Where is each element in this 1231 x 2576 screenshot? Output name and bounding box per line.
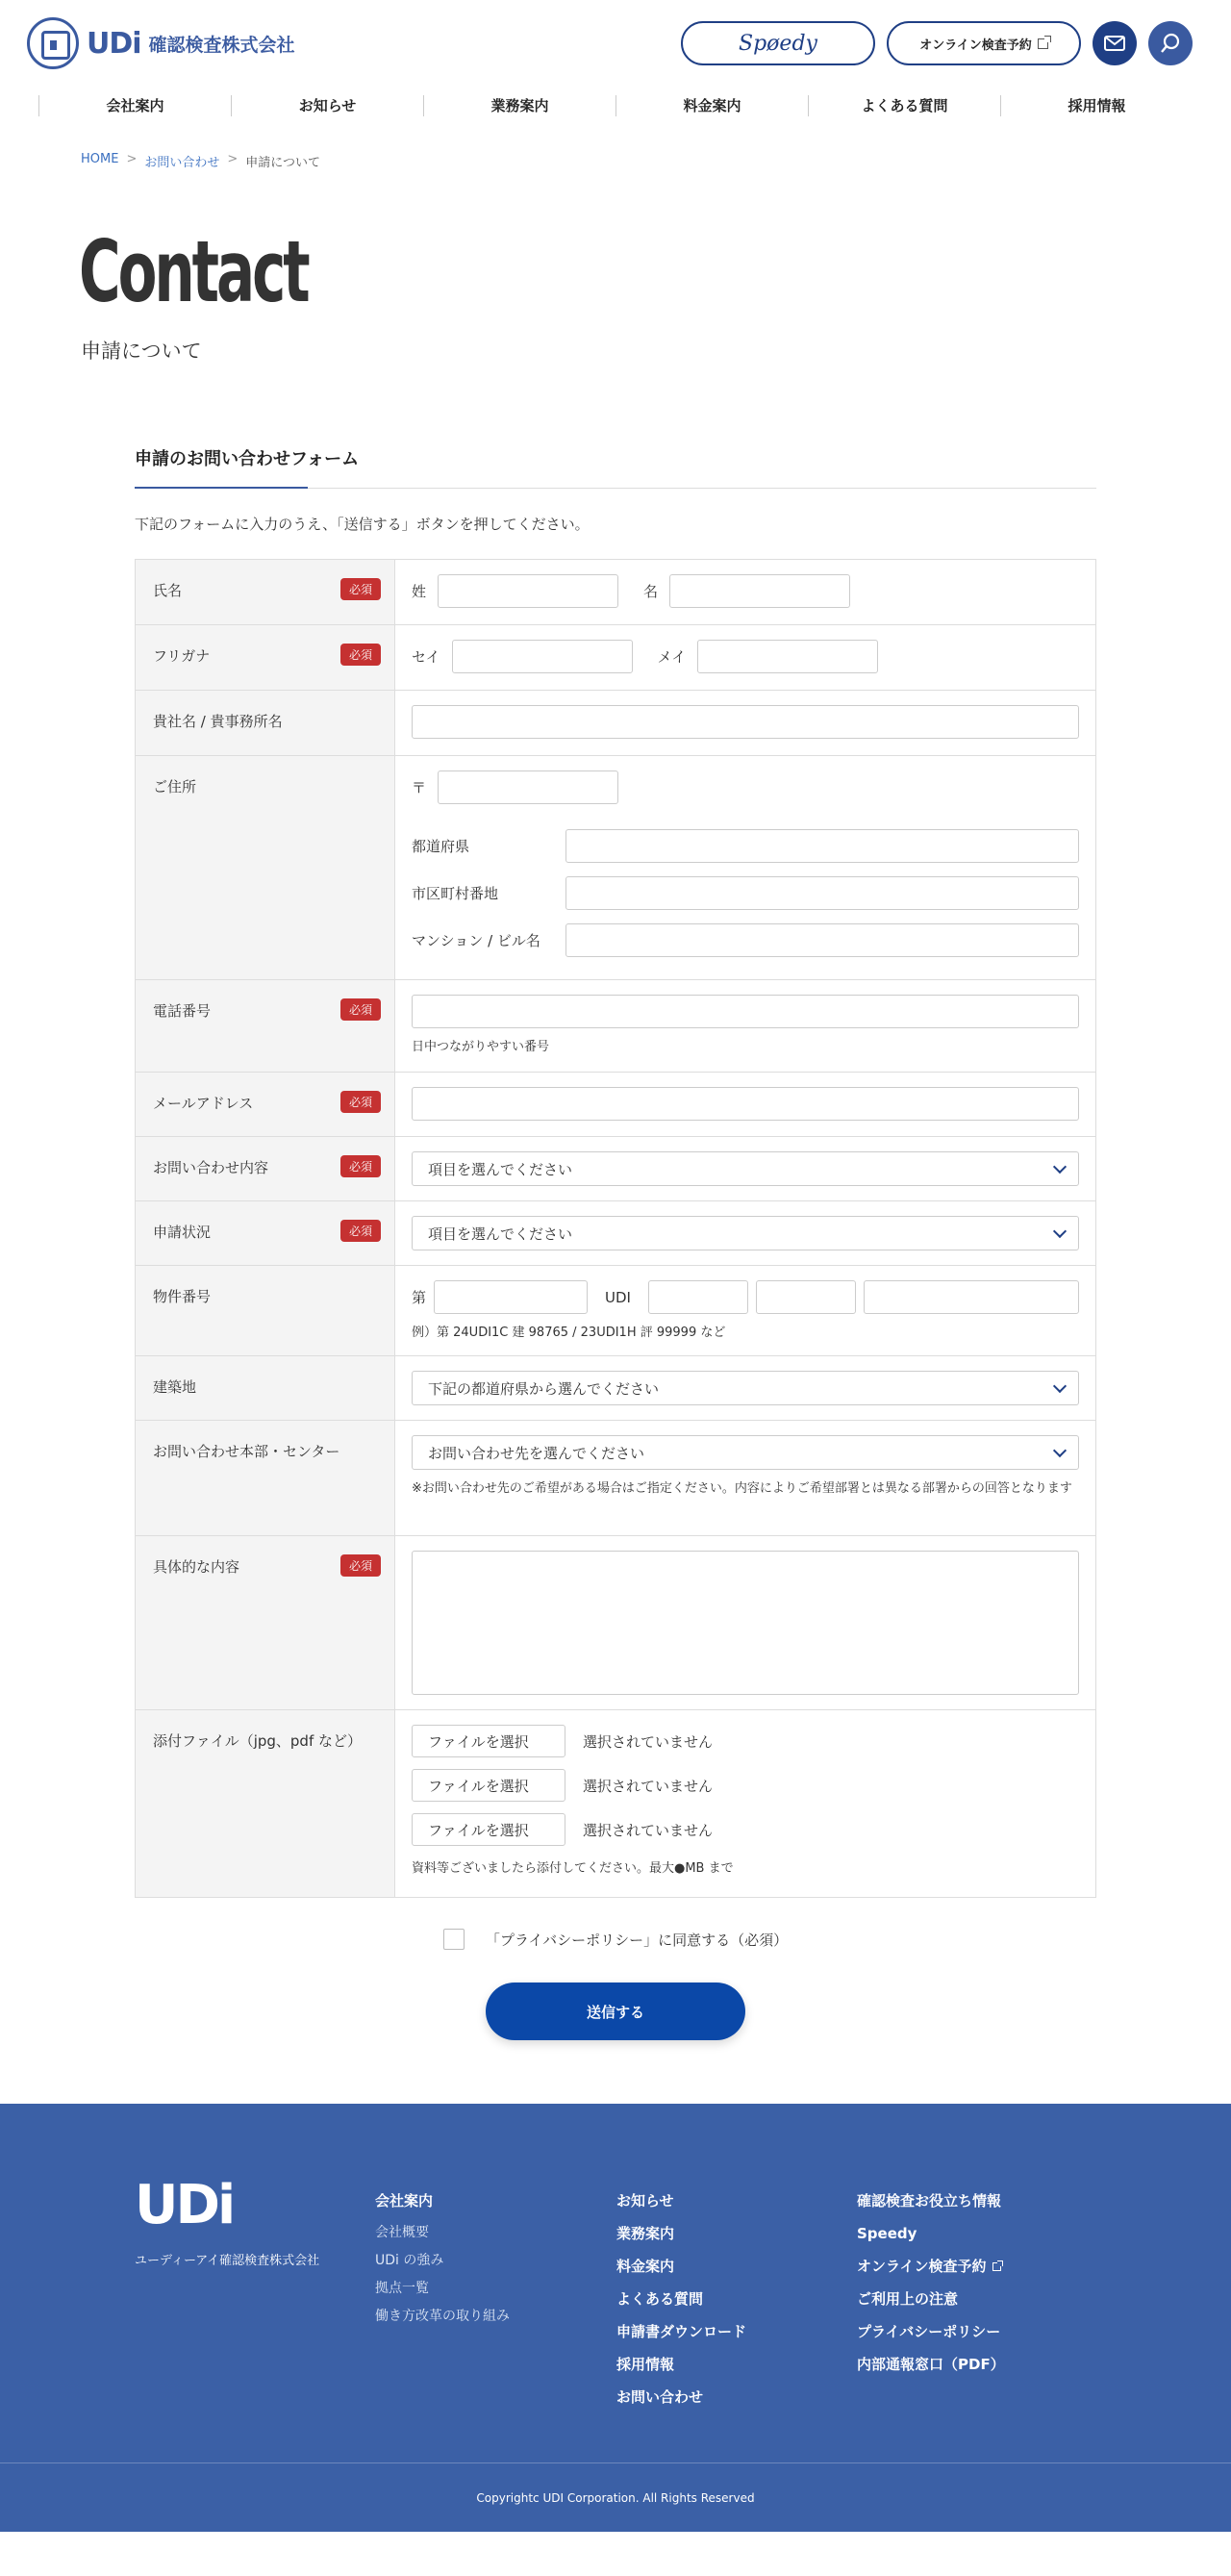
file-status-2: 選択されていません xyxy=(583,1777,714,1795)
footer-col-info xyxy=(857,2185,1005,2381)
submit-button[interactable]: 送信する xyxy=(486,1983,745,2040)
site-label: 建築地 xyxy=(153,1378,197,1396)
site-select[interactable] xyxy=(412,1371,1079,1405)
privacy-agree xyxy=(135,1929,1096,1950)
center-note: ※お問い合わせ先のご希望がある場合はご指定ください。内容によりご希望部署とは異なる部署からの回答となります xyxy=(412,1481,1072,1496)
footer-col-main xyxy=(616,2185,746,2413)
first-name-input[interactable] xyxy=(669,574,850,608)
footer-link-company[interactable]: 会社案内 xyxy=(375,2192,434,2210)
file-select-button-3[interactable]: ファイルを選択 xyxy=(412,1813,565,1846)
form-input-cell xyxy=(395,1266,1095,1355)
city-input[interactable] xyxy=(565,876,1079,910)
global-nav xyxy=(38,88,1193,123)
status-select-value: 項目を選んでください xyxy=(428,1225,573,1243)
form-row-address xyxy=(136,756,1095,980)
udi-label: UDI xyxy=(605,1288,631,1306)
footer-company-name: ユーディーアイ確認検査株式会社 xyxy=(135,2254,320,2268)
breadcrumb xyxy=(81,152,1231,170)
form-label-cell xyxy=(136,625,395,690)
property-code-input-2[interactable] xyxy=(756,1280,856,1314)
footer-col-company xyxy=(375,2185,510,2331)
kana-label: フリガナ xyxy=(153,647,211,665)
detail-textarea[interactable] xyxy=(412,1551,1079,1695)
form-table xyxy=(135,559,1096,1898)
footer-link-contact[interactable]: お問い合わせ xyxy=(616,2388,704,2406)
speedy-button[interactable]: Spøedy xyxy=(681,21,875,65)
mail-icon xyxy=(1104,36,1125,51)
dai-label: 第 xyxy=(412,1289,427,1306)
site-header xyxy=(0,0,1231,88)
required-badge: 必須 xyxy=(340,1220,381,1242)
required-badge: 必須 xyxy=(340,644,381,666)
nav-item-recruit[interactable]: 採用情報 xyxy=(1000,95,1193,116)
form-label-cell xyxy=(136,1421,395,1535)
site-select-value: 下記の都道府県から選んでください xyxy=(428,1379,660,1398)
mei-label: 名 xyxy=(643,583,659,600)
required-badge: 必須 xyxy=(340,578,381,600)
house-logo-icon xyxy=(27,17,79,69)
form-input-cell xyxy=(395,1073,1095,1136)
files-label: 添付ファイル（jpg、pdf など） xyxy=(153,1732,363,1750)
required-badge: 必須 xyxy=(340,1091,381,1113)
first-name-kana-input[interactable] xyxy=(697,640,878,673)
form-input-cell xyxy=(395,691,1095,755)
inquiry-select-value: 項目を選んでください xyxy=(428,1160,573,1178)
footer-link-faq[interactable]: よくある質問 xyxy=(616,2290,704,2308)
footer-link-overview[interactable]: 会社概要 xyxy=(375,2225,429,2240)
detail-label: 具体的な内容 xyxy=(153,1558,240,1576)
form-input-cell xyxy=(395,1356,1095,1420)
center-select[interactable] xyxy=(412,1435,1079,1470)
form-input-cell xyxy=(395,625,1095,690)
zip-mark: 〒 xyxy=(412,779,427,796)
sei-label: 姓 xyxy=(412,583,427,600)
logo-company-name: 確認検査株式会社 xyxy=(148,34,295,56)
nav-item-company[interactable]: 会社案内 xyxy=(38,95,231,116)
online-inspection-button[interactable] xyxy=(887,21,1081,65)
form-input-cell xyxy=(395,1137,1095,1200)
site-logo[interactable] xyxy=(27,17,295,69)
online-inspection-label: オンライン検査予約 xyxy=(919,38,1032,53)
form-label-cell xyxy=(136,1073,395,1136)
form-label-cell xyxy=(136,691,395,755)
file-status-1: 選択されていません xyxy=(583,1732,714,1751)
footer-link-speedy[interactable]: Speedy xyxy=(857,2225,917,2242)
required-badge: 必須 xyxy=(340,1554,381,1577)
form-row-kana xyxy=(136,625,1095,691)
form-row-property xyxy=(136,1266,1095,1356)
external-link-icon xyxy=(992,2262,1001,2271)
form-input-cell xyxy=(395,1421,1095,1535)
form-row-name xyxy=(136,560,1095,625)
contact-form xyxy=(135,445,1096,2040)
form-input-cell xyxy=(395,1536,1095,1709)
chevron-down-icon xyxy=(1053,1224,1067,1237)
mei-kana-label: メイ xyxy=(657,648,687,666)
footer-link-workstyle[interactable]: 働き方改革の取り組み xyxy=(375,2309,510,2324)
sei-kana-label: セイ xyxy=(412,648,440,666)
form-intro: 下記のフォームに入力のうえ、「送信する」ボタンを押してください。 xyxy=(135,516,590,533)
form-row-site xyxy=(136,1356,1095,1421)
form-input-cell xyxy=(395,1201,1095,1265)
chevron-down-icon xyxy=(1053,1443,1067,1456)
form-input-cell xyxy=(395,980,1095,1072)
form-label-cell xyxy=(136,980,395,1072)
city-label: 市区町村番地 xyxy=(412,885,499,902)
inquiry-label: お問い合わせ内容 xyxy=(153,1159,269,1176)
form-label-cell xyxy=(136,1201,395,1265)
search-button[interactable] xyxy=(1148,21,1193,65)
zip-input[interactable] xyxy=(438,770,618,804)
breadcrumb-separator: > xyxy=(126,152,138,166)
external-link-icon xyxy=(1038,38,1048,49)
name-label: 氏名 xyxy=(153,582,183,599)
building-input[interactable] xyxy=(565,923,1079,957)
footer-copyright-bar xyxy=(0,2462,1231,2532)
email-label: メールアドレス xyxy=(153,1095,254,1112)
privacy-checkbox[interactable] xyxy=(443,1929,465,1950)
center-select-value: お問い合わせ先を選んでください xyxy=(428,1444,645,1462)
form-row-status xyxy=(136,1201,1095,1266)
form-input-cell xyxy=(395,560,1095,624)
form-label-cell xyxy=(136,1266,395,1355)
email-input[interactable] xyxy=(412,1087,1079,1121)
chevron-down-icon xyxy=(1053,1378,1067,1392)
required-badge: 必須 xyxy=(340,1155,381,1177)
logo-udi-text: UDi xyxy=(87,26,141,61)
form-row-phone xyxy=(136,980,1095,1073)
footer-link-privacy[interactable]: プライバシーポリシー xyxy=(857,2323,1001,2340)
company-input[interactable] xyxy=(412,705,1079,739)
chevron-down-icon xyxy=(1053,1159,1067,1173)
property-label: 物件番号 xyxy=(153,1288,212,1305)
file-select-button-1[interactable]: ファイルを選択 xyxy=(412,1725,565,1757)
footer-link-pricing[interactable]: 料金案内 xyxy=(616,2258,675,2275)
form-row-center xyxy=(136,1421,1095,1536)
last-name-kana-input[interactable] xyxy=(452,640,633,673)
breadcrumb-home[interactable]: HOME xyxy=(81,152,119,166)
last-name-input[interactable] xyxy=(438,574,618,608)
footer-link-news[interactable]: お知らせ xyxy=(616,2192,674,2210)
phone-note: 日中つながりやすい番号 xyxy=(412,1040,550,1054)
footer-link-offices[interactable]: 拠点一覧 xyxy=(375,2281,429,2296)
prefecture-input[interactable] xyxy=(565,829,1079,863)
breadcrumb-current: 申請について xyxy=(245,156,321,170)
form-input-cell xyxy=(395,756,1095,979)
form-row-files xyxy=(136,1710,1095,1897)
header-actions xyxy=(681,21,1193,65)
form-row-detail xyxy=(136,1536,1095,1710)
privacy-agree-text[interactable]: 「プライバシーポリシー」に同意する（必須） xyxy=(485,1931,789,1949)
copyright-text: Copyrightc UDI Corporation. All Rights Reserved xyxy=(476,2490,755,2505)
footer-link-services[interactable]: 業務案内 xyxy=(616,2225,675,2242)
form-label-cell xyxy=(136,1710,395,1897)
footer-link-recruit[interactable]: 採用情報 xyxy=(616,2356,675,2373)
phone-input[interactable] xyxy=(412,995,1079,1028)
breadcrumb-contact[interactable]: お問い合わせ xyxy=(144,156,220,170)
file-select-button-2[interactable]: ファイルを選択 xyxy=(412,1769,565,1802)
property-code-input-3[interactable] xyxy=(864,1280,1079,1314)
footer-link-tips[interactable]: 確認検査お役立ち情報 xyxy=(857,2192,1002,2210)
required-badge: 必須 xyxy=(340,998,381,1021)
form-label-cell xyxy=(136,560,395,624)
form-label-cell xyxy=(136,1356,395,1420)
phone-label: 電話番号 xyxy=(153,1002,212,1020)
footer-logo[interactable] xyxy=(135,2174,320,2268)
footer-logo-mark: UDi xyxy=(135,2174,234,2236)
status-label: 申請状況 xyxy=(153,1224,212,1241)
page-title: Contact xyxy=(79,222,308,321)
file-status-3: 選択されていません xyxy=(583,1821,714,1839)
property-note: 例）第 24UDI1C 建 98765 / 23UDI1H 評 99999 など xyxy=(412,1326,726,1340)
inquiry-select[interactable] xyxy=(412,1151,1079,1186)
prefecture-label: 都道府県 xyxy=(412,838,470,855)
center-label: お問い合わせ本部・センター xyxy=(153,1443,340,1460)
nav-item-pricing[interactable]: 料金案内 xyxy=(616,95,808,116)
property-number-input[interactable] xyxy=(434,1280,588,1314)
nav-item-news[interactable]: お知らせ xyxy=(231,95,423,116)
form-label-cell xyxy=(136,756,395,979)
footer-link-whistleblow[interactable]: 内部通報窓口（PDF） xyxy=(857,2356,1005,2373)
building-label: マンション / ビル名 xyxy=(412,932,540,949)
footer-link-notes[interactable]: ご利用上の注意 xyxy=(857,2290,959,2308)
nav-item-faq[interactable]: よくある質問 xyxy=(808,95,1000,116)
form-label-cell xyxy=(136,1137,395,1200)
mail-button[interactable] xyxy=(1093,21,1137,65)
page-subtitle: 申請について xyxy=(81,340,202,363)
search-icon xyxy=(1160,33,1181,54)
footer-link-strengths[interactable]: UDi の強み xyxy=(375,2253,444,2268)
footer-link-download[interactable]: 申請書ダウンロード xyxy=(616,2323,747,2340)
footer-link-online-inspection[interactable] xyxy=(857,2250,1005,2283)
files-note: 資料等ございましたら添付してください。最大●MB まで xyxy=(412,1861,734,1876)
form-row-inquiry xyxy=(136,1137,1095,1201)
status-select[interactable] xyxy=(412,1216,1079,1250)
footer-online-inspection-label: オンライン検査予約 xyxy=(857,2258,987,2275)
nav-item-services[interactable]: 業務案内 xyxy=(423,95,616,116)
form-row-company xyxy=(136,691,1095,756)
address-label: ご住所 xyxy=(153,778,197,796)
site-footer xyxy=(0,2104,1231,2532)
form-input-cell xyxy=(395,1710,1095,1897)
company-label: 貴社名 / 貴事務所名 xyxy=(153,713,283,730)
form-label-cell xyxy=(136,1536,395,1709)
breadcrumb-separator: > xyxy=(227,152,239,166)
form-row-email xyxy=(136,1073,1095,1137)
property-code-input-1[interactable] xyxy=(648,1280,748,1314)
form-section-title: 申請のお問い合わせフォーム xyxy=(135,445,1096,489)
